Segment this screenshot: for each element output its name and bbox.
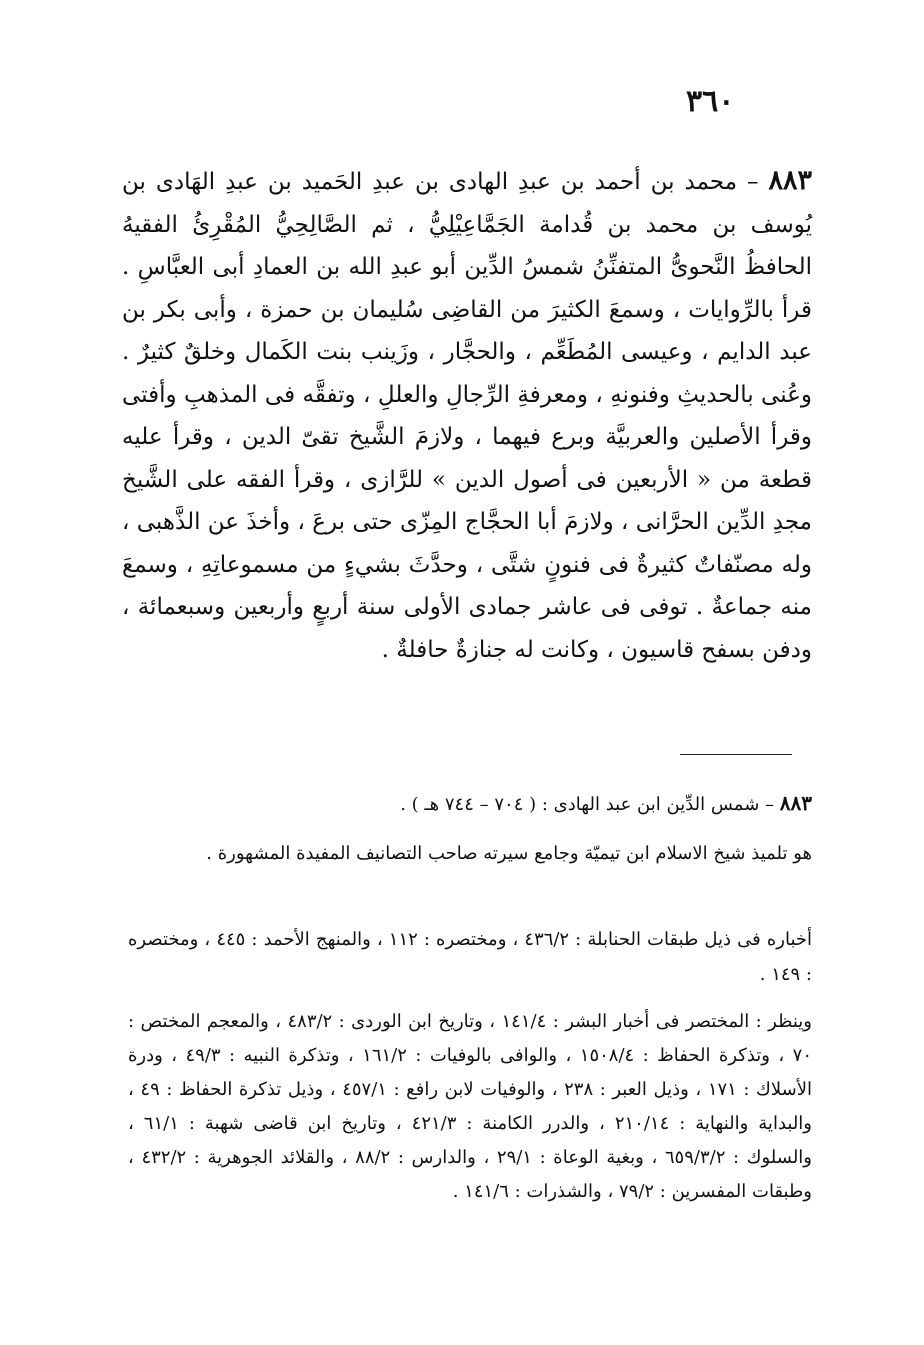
footnote-divider — [680, 754, 792, 755]
footnote-references: وينظر : المختصر فى أخبار البشر : ١٤١/٤ ، وتاريخ ابن الوردى : ٤٨٣/٢ ، والمعجم المختص : ٧٠ ، وتذكرة الحفاظ : ١٥٠٨/٤ ، والوافى بالوفيات : ١٦١/٢ ، وتذكرة النبيه : ٤٩/٣ ، ودرة الأسلاك : ١٧١ ، وذيل العبر : ٢٣٨ ، والوفيات لابن رافع : ٤٥٧/١ ، وذيل تذكرة الحفاظ : ٤٩ ، والبداية والنهاية : ٢١٠/١٤ ، والدرر الكامنة : ٤٢١/٣ ، وتاريخ ابن قاضى شهبة : ٦١/١ ، والسلوك : ٦٥٩/٣/٢ ، وبغية الوعاة : ٢٩/١ ، والدارس : ٨٨/٢ ، والقلائد الجوهرية : ٤٣٢/٢ ، وطبقات المفسرين : ٧٩/٢ ، والشذرات : ١٤١/٦ . — [128, 1011, 813, 1202]
entry-text: – محمد بن أحمد بن عبدِ الهادى بن عبدِ الحَميد بن عبدِ الهَادى بن يُوسف بن محمد بن قُدامة الجَمَّاعِيْلِيُّ ، ثم الصَّالِحِيُّ المُقْرِئُ الفقيهُ الحافظُ النَّحوىُّ المتفنِّنُ شمسُ الدِّين أبو عبدِ الله بن العمادِ أبى العبَّاسِ . قرأ بالرِّوايات ، وسمعَ الكثيرَ من القاضِى سُليمان بن حمزة ، وأبى بكر بن عبد الدايم ، وعيسى المُطَعِّم ، والحجَّار ، وزَينب بنت الكَمال وخلقٌ كثيرٌ . وعُنى بالحديثِ وفنونهِ ، ومعرفةِ الرِّجالِ والعللِ ، وتفقَّه فى المذهبِ وأفتى وقرأ الأصلين والعربيَّة وبرع فيهما ، ولازمَ الشَّيخ تقىّ الدين ، وقرأ عليه قطعة من « الأربعين فى أصول الدين » للرَّازى ، وقرأ الفقه على الشَّيخ مجدِ الدِّين الحرَّانى ، ولازمَ أبا الحجَّاج المِزّى حتى برعَ ، وأخذَ عن الذَّهبى ، وله مصنّفاتٌ كثيرةٌ فى فنونٍ شتَّى ، وحدَّثَ بشيءٍ من مسموعاتِهِ ، وسمعَ منه جماعةٌ . توفى فى عاشر جمادى الأولى سنة أربعٍ وأربعين وسبعمائة ، ودفن بسفح قاسيون ، وكانت له جنازةٌ حافلةٌ . — [122, 169, 812, 663]
footnote-heading-text: – شمس الدِّين ابن عبد الهادى : ( ٧٠٤ – ٧٤٤ هـ ) . — [400, 794, 775, 815]
footnote-sources: أخباره فى ذيل طبقات الحنابلة : ٤٣٦/٢ ، ومختصره : ١١٢ ، والمنهج الأحمد : ٤٤٥ ، ومختصره : ١٤٩ . — [128, 929, 813, 985]
page-number: ٣٦٠ — [686, 84, 735, 119]
footnote-heading — [128, 786, 812, 822]
footnote-bio: هو تلميذ شيخ الاسلام ابن تيميّة وجامع سيرته صاحب التصانيف المفيدة المشهورة . — [206, 843, 812, 864]
entry-number: ٨٨٣ — [768, 165, 813, 196]
biography-entry — [122, 160, 812, 671]
footnote-number: ٨٨٣ — [779, 791, 812, 815]
